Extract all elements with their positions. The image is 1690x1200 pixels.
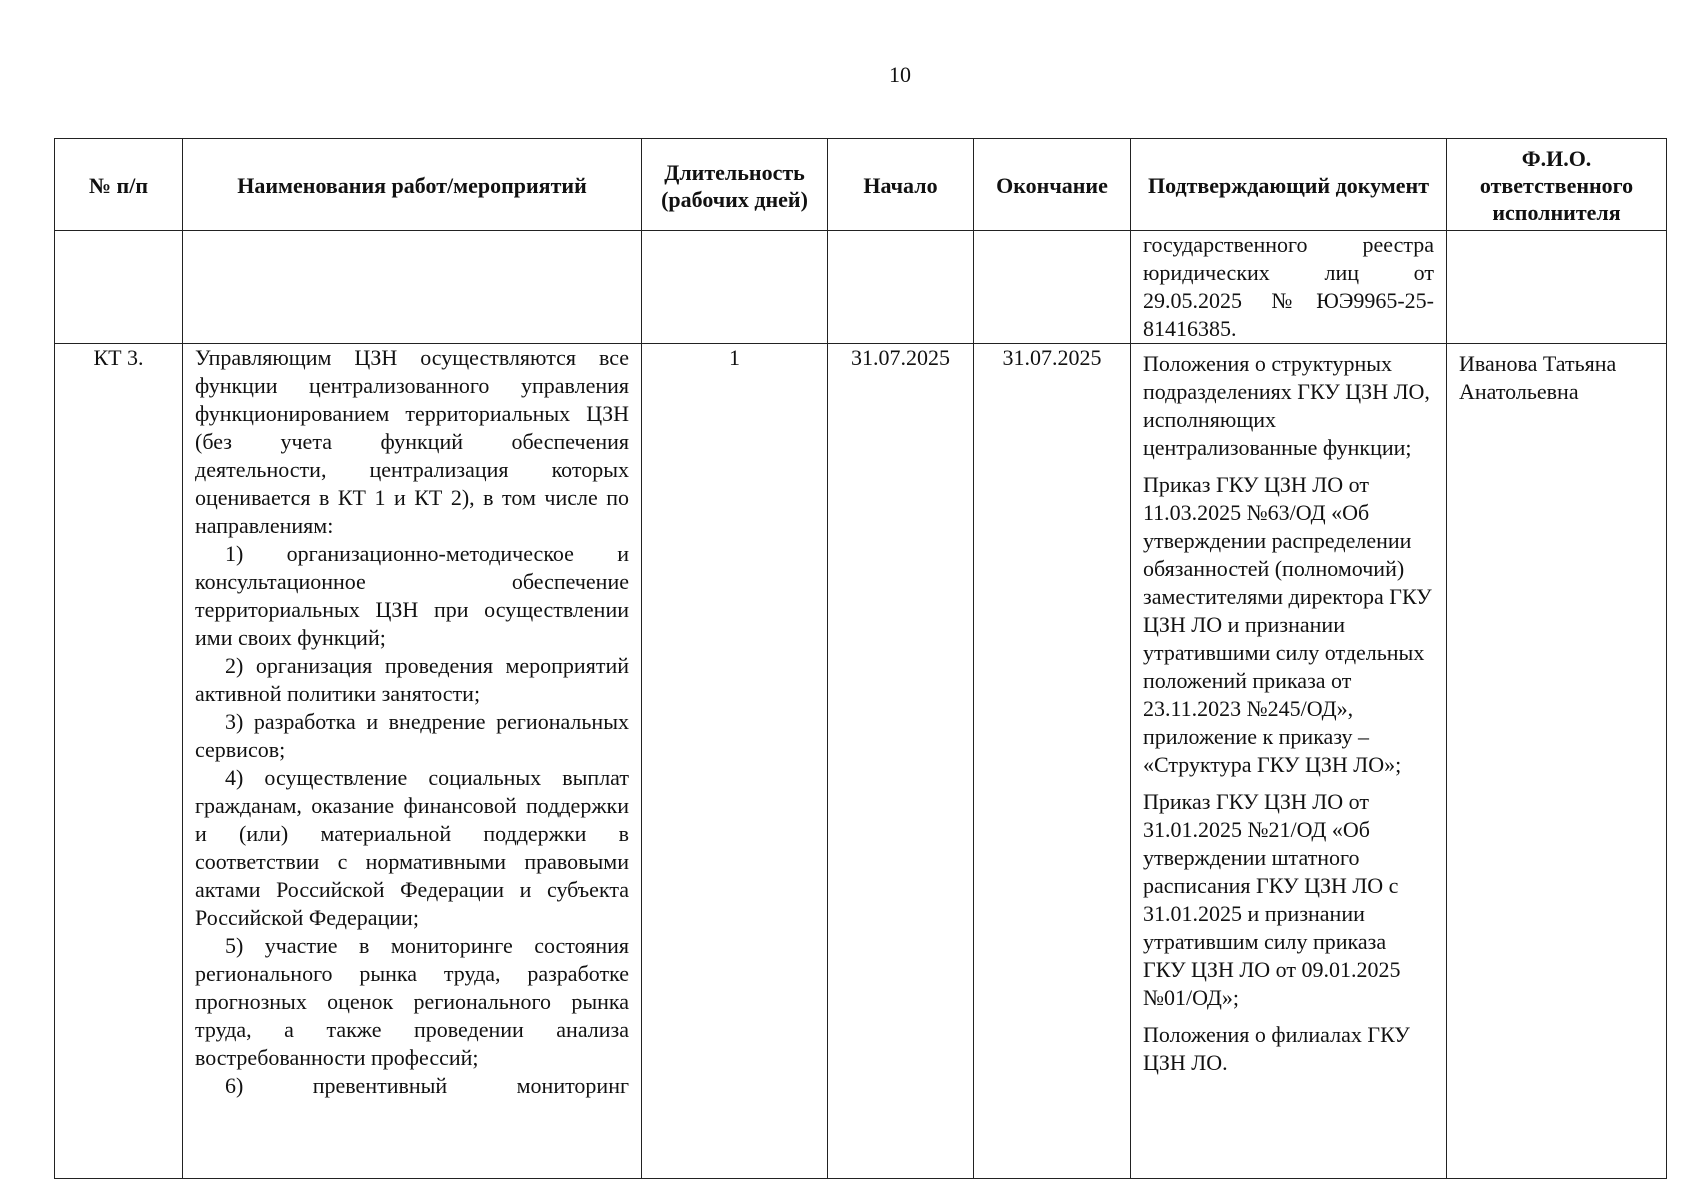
document-entry: Положения о филиалах ГКУ ЦЗН ЛО. xyxy=(1143,1022,1410,1075)
description-item: 6) превентивный мониторинг xyxy=(225,1073,629,1098)
description-item: 3) разработка и внедрение региональных сервисов; xyxy=(195,709,629,762)
description-item: 4) осуществление социальных выплат гражданам, оказание финансовой поддержки и (или) материальной поддержки в соответствии с нормативными правовыми актами Российской Федерации и субъекта Российской Федерации; xyxy=(195,765,629,930)
header-num: № п/п xyxy=(55,139,183,231)
cell-empty xyxy=(828,231,974,344)
end-date: 31.07.2025 xyxy=(974,344,1131,1179)
duration-value: 1 xyxy=(642,344,828,1179)
header-duration: Длительность (рабочих дней) xyxy=(642,139,828,231)
cell-empty xyxy=(974,231,1131,344)
table-row-kt3 xyxy=(55,344,1667,1179)
work-plan-table xyxy=(54,138,1667,1179)
page-number: 10 xyxy=(889,62,911,87)
responsible-person: Иванова Татьяна Анатольевна xyxy=(1447,344,1667,1179)
table-header-row xyxy=(55,139,1667,231)
cell-empty xyxy=(642,231,828,344)
header-end: Окончание xyxy=(974,139,1131,231)
continued-document-text: государственного реестра юридических лиц от 29.05.2025 №ЮЭ9965-25-81416385. xyxy=(1131,231,1447,344)
header-responsible: Ф.И.О. ответственного исполнителя xyxy=(1447,139,1667,231)
start-date: 31.07.2025 xyxy=(828,344,974,1179)
document-entry: Приказ ГКУ ЦЗН ЛО от 11.03.2025 №63/ОД «Об утверждении распределении обязанностей (полномочий) заместителями директора ГКУ ЦЗН ЛО и признании утратившими силу отдельных положений приказа от 23.11.2023 №245/ОД», приложение к приказу – «Структура ГКУ ЦЗН ЛО»; xyxy=(1143,472,1432,777)
description-item: 2) организация проведения мероприятий активной политики занятости; xyxy=(195,653,629,706)
row-number: КТ 3. xyxy=(55,344,183,1179)
supporting-documents xyxy=(1131,344,1447,1179)
description-item: 5) участие в мониторинге состояния регионального рынка труда, разработке прогнозных оценок регионального рынка труда, а также проведении анализа востребованности профессий; xyxy=(195,933,629,1070)
cell-empty xyxy=(1447,231,1667,344)
header-start: Начало xyxy=(828,139,974,231)
table-row-continuation xyxy=(55,231,1667,344)
description-intro: Управляющим ЦЗН осуществляются все функции централизованного управления функционированием территориальных ЦЗН (без учета функций обеспечения деятельности, централизация которых оценивается в КТ 1 и КТ 2), в том числе по направлениям: xyxy=(195,345,629,538)
description-item: 1) организационно-методическое и консультационное обеспечение территориальных ЦЗН при осуществлении ими своих функций; xyxy=(195,541,629,650)
work-description xyxy=(183,344,642,1179)
document-entry: Положения о структурных подразделениях ГКУ ЦЗН ЛО, исполняющих централизованные функции; xyxy=(1143,351,1430,460)
cell-empty xyxy=(55,231,183,344)
cell-empty xyxy=(183,231,642,344)
document-entry: Приказ ГКУ ЦЗН ЛО от 31.01.2025 №21/ОД «Об утверждении штатного расписания ГКУ ЦЗН ЛО с 31.01.2025 и признании утратившим силу приказа ГКУ ЦЗН ЛО от 09.01.2025 №01/ОД»; xyxy=(1143,789,1401,1010)
header-name: Наименования работ/мероприятий xyxy=(183,139,642,231)
header-document: Подтверждающий документ xyxy=(1131,139,1447,231)
